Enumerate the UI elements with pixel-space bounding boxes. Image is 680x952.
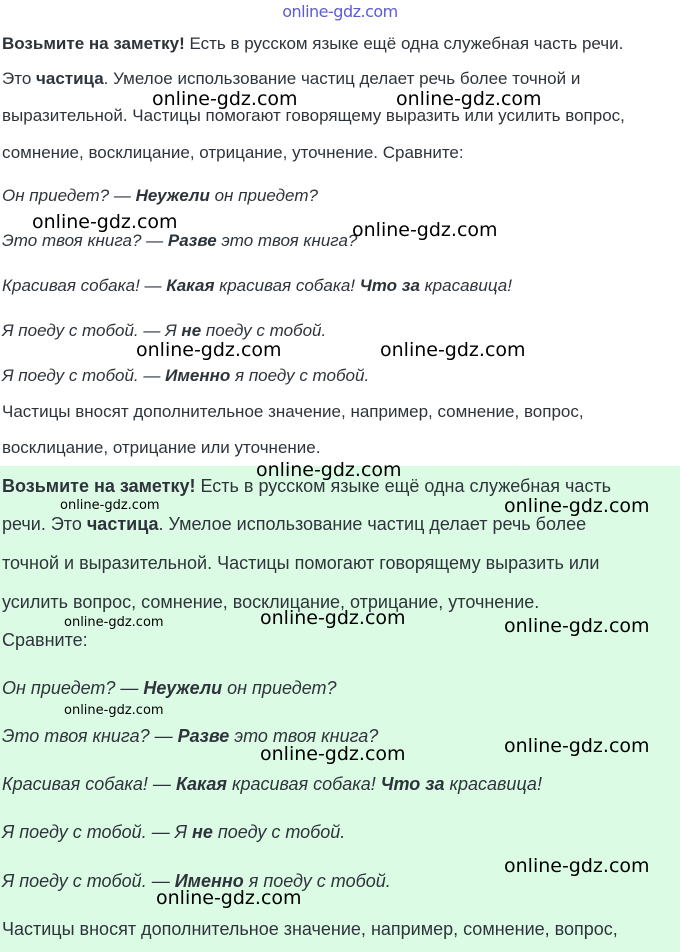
note-section-original [0,0,680,466]
text-line: восклицание, отрицание или уточнение. [2,438,321,457]
text-line: сомнение, восклицание, отрицание, уточнение. Сравните: [2,143,464,162]
text-line: усилить вопрос, сомнение, восклицание, отрицание, уточнение. [2,592,540,612]
watermark: online-gdz.com [32,211,178,233]
example-line: Красивая собака! — Какая красивая собака! Что за красавица! [2,276,512,295]
text-line: выразительной. Частицы помогают говорящему выразить или усилить вопрос, [2,106,625,125]
example-line: Я поеду с тобой. — Я не поеду с тобой. [2,321,327,340]
example-line: Это твоя книга? — Разве это твоя книга? [2,231,358,250]
header-watermark: online-gdz.com [282,2,398,21]
text-line: Это частица. Умелое использование частиц делает речь более точной и [2,69,581,88]
watermark: online-gdz.com [152,88,298,110]
example-line: Я поеду с тобой. — Я не поеду с тобой. [2,822,346,842]
example-line: Он приедет? — Неужели он приедет? [2,678,337,698]
example-line: Это твоя книга? — Разве это твоя книга? [2,726,379,746]
watermark: online-gdz.com [504,495,650,517]
watermark: online-gdz.com [396,88,542,110]
watermark: online-gdz.com [136,339,282,361]
watermark: online-gdz.com [504,855,650,877]
text-line: точной и выразительной. Частицы помогают говорящему выразить или [2,553,600,573]
watermark: online-gdz.com [380,339,526,361]
watermark: online-gdz.com [260,607,406,629]
example-line: Я поеду с тобой. — Именно я поеду с тобой. [2,871,391,891]
watermark: online-gdz.com [64,703,164,718]
example-line: Красивая собака! — Какая красивая собака! Что за красавица! [2,774,542,794]
text-line: Возьмите на заметку! Есть в русском языке ещё одна служебная часть речи. [2,34,624,53]
example-line: Он приедет? — Неужели он приедет? [2,186,318,205]
watermark: online-gdz.com [352,219,498,241]
text-line: Сравните: [2,630,88,650]
watermark: online-gdz.com [504,615,650,637]
text-line: речи. Это частица. Умелое использование частиц делает речь более [2,514,587,534]
text-line: Возьмите на заметку! Есть в русском языке ещё одна служебная часть [2,476,612,496]
text-line: Частицы вносят дополнительное значение, например, сомнение, вопрос, [2,919,618,939]
watermark: online-gdz.com [64,615,164,630]
watermark: online-gdz.com [256,459,402,481]
watermark: online-gdz.com [156,887,302,909]
text-line: Частицы вносят дополнительное значение, например, сомнение, вопрос, [2,402,584,421]
watermark: online-gdz.com [60,498,160,513]
watermark: online-gdz.com [504,735,650,757]
example-line: Я поеду с тобой. — Именно я поеду с тобой. [2,366,370,385]
watermark: online-gdz.com [260,743,406,765]
